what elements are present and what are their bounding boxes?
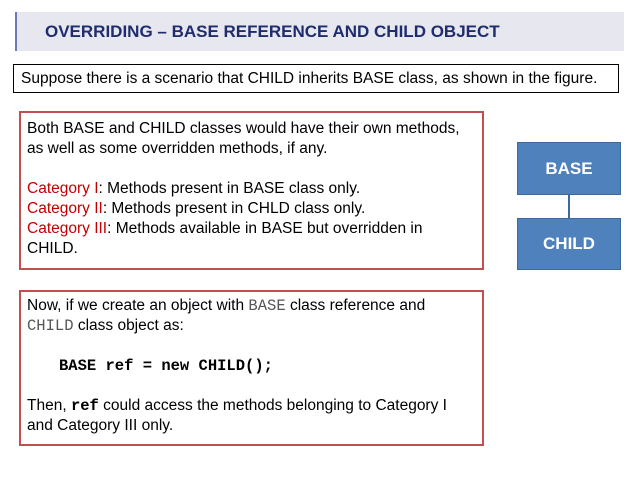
category-2-text: : Methods present in CHLD class only. — [102, 200, 366, 217]
box2-line-1-post: class reference and — [285, 297, 426, 314]
box2-line-1 — [27, 296, 476, 316]
child-keyword: CHILD — [27, 317, 74, 335]
box1-line-2: as well as some overridden methods, if any. — [27, 140, 328, 157]
spacer — [27, 376, 476, 396]
inheritance-connector — [568, 195, 570, 218]
intro-box: Suppose there is a scenario that CHILD inherits BASE class, as shown in the figure. — [13, 64, 619, 93]
box2-line-5: and Category III only. — [27, 417, 174, 434]
category-3-continued: CHILD. — [27, 240, 78, 257]
title-bar — [15, 12, 624, 51]
category-3-text: : Methods available in BASE but overridden in — [107, 220, 423, 237]
spacer — [27, 336, 476, 356]
category-1-text: : Methods present in BASE class only. — [98, 180, 361, 197]
spacer — [27, 159, 476, 179]
box2-line-2 — [27, 316, 476, 336]
box2-line-4-post: could access the methods belonging to Category I — [98, 397, 447, 414]
code-statement: BASE ref = new CHILD(); — [59, 357, 273, 375]
category-3 — [27, 219, 476, 239]
box2-line-2-post: class object as: — [73, 317, 184, 334]
category-2 — [27, 199, 476, 219]
page-title: OVERRIDING – BASE REFERENCE AND CHILD OBJECT — [45, 22, 500, 41]
object-creation-box — [19, 290, 484, 446]
category-2-label: Category II — [27, 200, 103, 217]
child-class-box: CHILD — [517, 218, 621, 270]
box2-line-1-pre: Now, if we create an object with — [27, 297, 249, 314]
box1-line-1: Both BASE and CHILD classes would have their own methods, — [27, 120, 460, 137]
category-1 — [27, 179, 476, 199]
box2-line-4 — [27, 396, 476, 416]
category-1-label: Category I — [27, 180, 99, 197]
category-3-label: Category III — [27, 220, 108, 237]
base-keyword: BASE — [248, 297, 286, 315]
box2-line-4-pre: Then, — [27, 397, 71, 414]
ref-keyword: ref — [70, 397, 99, 415]
base-class-box: BASE — [517, 142, 621, 195]
categories-box — [19, 111, 484, 270]
